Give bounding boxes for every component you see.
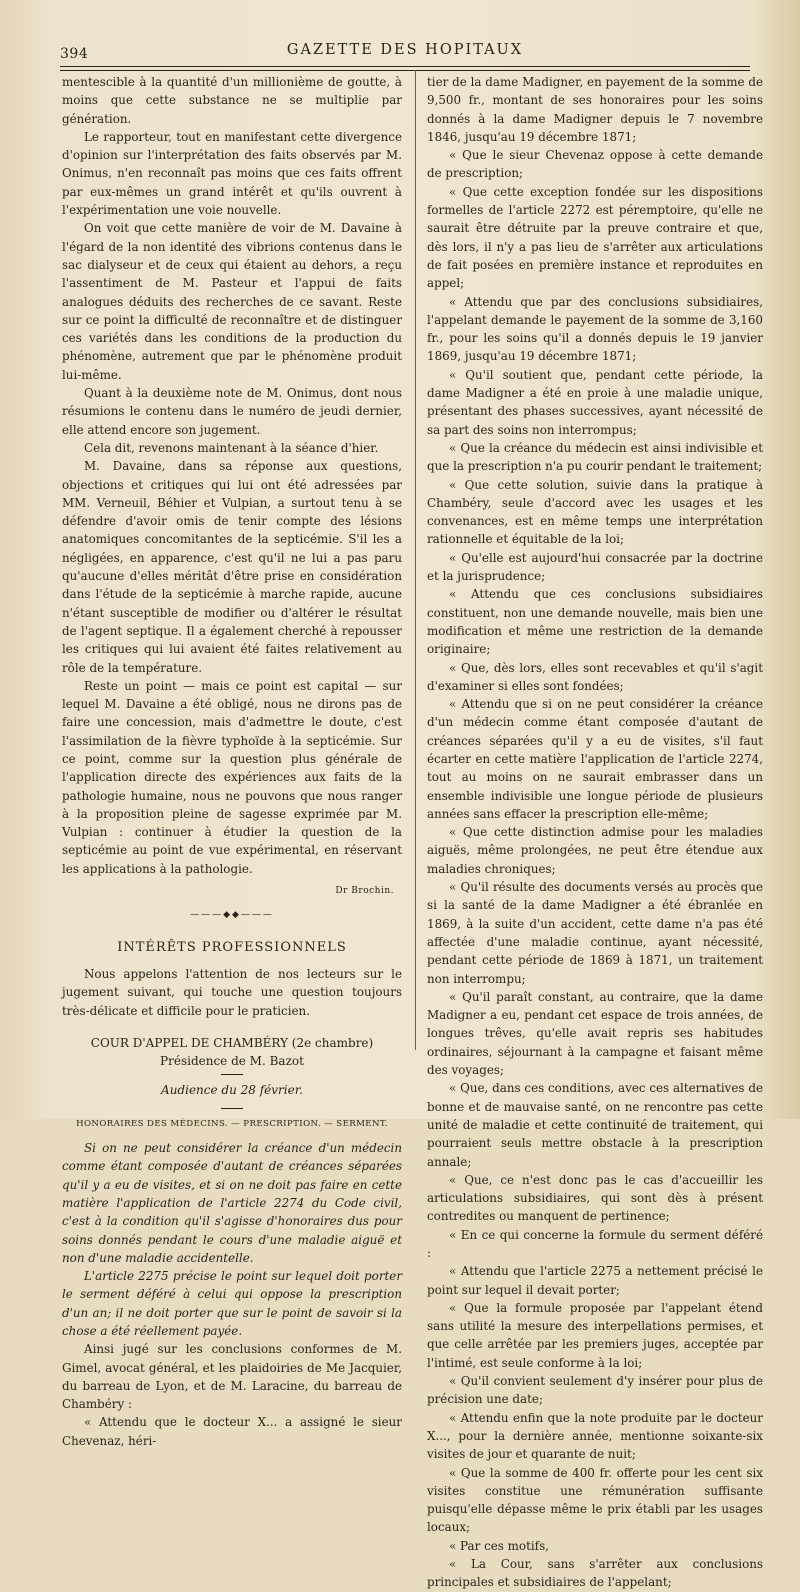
paragraph: « Que cette solution, suivie dans la pratique à Chambéry, seule d'accord avec les usages et les convenances, est en même temps une interprétation rationnelle et équitable de la loi; (427, 477, 763, 547)
paragraph: « Que la somme de 400 fr. offerte pour les cent six visites constitue une rémunération suffisante puisqu'elle dépasse même le prix établi par les usages locaux; (427, 1465, 763, 1535)
paragraph: « Qu'il convient seulement d'y insérer pour plus de précision une date; (427, 1374, 763, 1407)
paragraph: Reste un point — mais ce point est capital — sur lequel M. Davaine a été obligé, nous ne dirons pas de faire une concession, mais d'admettre le doute, c'est l'assimilation de la fièvre typhoïde à la septicémie. Sur ce point, comme sur la question plus générale de l'application directe des expériences aux faits de la pathologie humaine, nous ne pouvons que nous ranger à la proposition pleine de sagesse exprimée par M. Vulpian : continuer à étudier la question de la septicémie au point de vue expérimental, en réservant les applications à la pathologie. (62, 678, 402, 876)
paragraph: « Qu'il soutient que, pendant cette période, la dame Madigner a été en proie à une maladie unique, présentant des phases successives, ayant nécessité de sa part des soins non interrompus; (427, 367, 763, 437)
paragraph: « Attendu que si on ne peut considérer la créance d'un médecin comme étant composée d'autant de créances séparées qu'il y a eu de visites, s'il faut écarter en cette matière l'application de l'article 2274, tout au moins on ne saurait embrasser dans un ensemble indivisible une longue période de plusieurs années sans effacer la prescription elle-même; (427, 697, 763, 821)
paragraph: « La Cour, sans s'arrêter aux conclusions principales et subsidiaires de l'appelant; (427, 1557, 763, 1590)
page-header (60, 42, 750, 64)
paragraph: « Que, dans ces conditions, avec ces alternatives de bonne et de mauvaise santé, on ne rencontre pas cette unité de maladie et cette continuité de traitement, qui pourraient seuls mettre obstacle à la prescription annale; (427, 1081, 763, 1169)
case-keywords: HONORAIRES DES MÉDECINS. — PRESCRIPTION. — SERMENT. (76, 1118, 388, 1129)
paragraph: Cela dit, revenons maintenant à la séance d'hier. (84, 440, 379, 455)
case-summary: Si on ne peut considérer la créance d'un médecin comme étant composée d'autant de créances séparées qu'il y a eu de visites, et si on ne doit pas faire en cette matière l'application de l'article 2274 du Code civil, c'est à la condition qu'il s'agisse d'honoraires dus pour soins donnés pendant le cours d'une maladie aiguë et non d'une maladie accidentelle. (62, 1141, 402, 1265)
paragraph: « Attendu que le docteur X... a assigné le sieur Chevenaz, héri- (62, 1415, 402, 1448)
presidence-line: Présidence de M. Bazot (160, 1054, 304, 1069)
paragraph: M. Davaine, dans sa réponse aux questions, objections et critiques qui lui ont été adressées par MM. Verneuil, Béhier et Vulpian, a surtout tenu à se défendre d'avoir omis de tenir compte des lésions anatomiques concomitantes de la septicémie. S'il les a négligées, en apparence, c'est qu'il ne lui a pas paru qu'aucune d'elles méritât d'être prise en considération dans l'étude de la septicémie à marche rapide, aucune n'étant susceptible de modifier ou d'altérer le résultat de l'agent septique. Il a également cherché à repousser les critiques qui lui avaient été faites relativement au rôle de la température. (62, 459, 402, 675)
short-rule (221, 1108, 243, 1109)
paragraph: « Attendu que ces conclusions subsidiaires constituent, non une demande nouvelle, mais bien une modification et même une restriction de la demande originaire; (427, 587, 763, 657)
author-signature: Dr Brochin. (335, 886, 394, 897)
paragraph: On voit que cette manière de voir de M. Davaine à l'égard de la non identité des vibrions contenus dans le sac dialyseur et de ceux qui étaient au dehors, a reçu l'assentiment de M. Pasteur et l'appui de faits analogues déduits des recherches de ce savant. Reste sur ce point la difficulté de reconnaître et de distinguer ces variétés dans les conditions de la production du phénomène, autrement que par le phénomène produit lui-même. (62, 221, 402, 382)
paragraph: « Qu'il résulte des documents versés au procès que si la santé de la dame Madigner a été ébranlée en 1869, à la suite d'un accident, cette dame n'a pas été affectée d'une maladie continue, ayant nécessité, pendant cette période de 1869 à 1871, un traitement non interrompu; (427, 880, 763, 986)
right-column (427, 73, 763, 1592)
paragraph: Le rapporteur, tout en manifestant cette divergence d'opinion sur l'interprétation des faits observés par M. Onimus, n'en reconnaît pas moins que ces faits offrent par eux-mêmes un grand intérêt et qu'ils ouvrent à l'expérimentation une voie nouvelle. (62, 129, 402, 218)
paragraph: « Qu'elle est aujourd'hui consacrée par la doctrine et la jurisprudence; (427, 550, 763, 584)
paragraph: « Que cette distinction admise pour les maladies aiguës, même prolongées, ne peut être étendue aux maladies chroniques; (427, 825, 763, 876)
paragraph: « Que la formule proposée par l'appelant étend sans utilité la mesure des interpellations permises, et que celle arrêtée par les premiers juges, acceptée par l'intimé, est seule conforme à la loi; (427, 1300, 763, 1370)
paragraph: Quant à la deuxième note de M. Onimus, dont nous résumions le contenu dans le numéro de jeudi dernier, elle attend encore son jugement. (62, 386, 402, 437)
paragraph: « Qu'il paraît constant, au contraire, que la dame Madigner a eu, pendant cet espace de trois années, de longues trêves, qu'elle avait repris ses habitudes ordinaires, séjournant à la campagne et faisant même des voyages; (427, 989, 763, 1078)
paragraph: « Que, dès lors, elles sont recevables et qu'il s'agit d'examiner si elles sont fondées; (427, 660, 763, 693)
intro-paragraph: Nous appelons l'attention de nos lecteurs sur le jugement suivant, qui touche une question toujours très-délicate et difficile pour le praticien. (62, 966, 402, 1018)
paragraph: « Que cette exception fondée sur les dispositions formelles de l'article 2272 est péremptoire, qu'elle ne saurait être détruite par la preuve contraire et que, dès lors, il n'y a pas lieu de s'arrêter aux articulations de fait posées en première instance et reproduites en appel; (427, 184, 763, 291)
paragraph: « Attendu que par des conclusions subsidiaires, l'appelant demande le payement de la somme de 3,160 fr., pour les soins qu'il a donnés depuis le 19 janvier 1869, jusqu'au 19 décembre 1871; (427, 294, 763, 364)
paragraph: « Que, ce n'est donc pas le cas d'accueillir les articulations subsidiaires, qui sont dès à présent contredites ou manquent de pertinence; (427, 1172, 763, 1224)
paragraph: « Que la créance du médecin est ainsi indivisible et que la prescription n'a pu courir pendant le traitement; (427, 440, 763, 474)
paragraph: « Attendu enfin que la note produite par le docteur X..., pour la dernière année, mentionne soixante-six visites de jour et quarante de nuit; (427, 1410, 763, 1462)
paragraph: « Par ces motifs, (449, 1538, 549, 1553)
court-title: COUR D'APPEL DE CHAMBÉRY (2e chambre) (90, 1035, 374, 1050)
paragraph: « En ce qui concerne la formule du serment déféré : (427, 1227, 763, 1260)
running-title: GAZETTE DES HOPITAUX (286, 42, 524, 58)
page-number: 394 (60, 46, 89, 62)
section-ornament: ———◆◆——— (190, 910, 274, 921)
header-rule (60, 66, 750, 71)
paragraph: Ainsi jugé sur les conclusions conformes de M. Gimel, avocat général, et les plaidoiries de Me Jacquier, du barreau de Lyon, et de M. Laracine, du barreau de Chambéry : (62, 1342, 402, 1412)
paragraph: tier de la dame Madigner, en payement de la somme de 9,500 fr., montant de ses honoraires pour les soins donnés à la dame Madigner depuis le 7 novembre 1846, jusqu'au 19 décembre 1871; (427, 75, 763, 144)
paragraph: « Que le sieur Chevenaz oppose à cette demande de prescription; (427, 148, 763, 181)
audience-date: Audience du 28 février. (161, 1083, 303, 1098)
paragraph: « Attendu que l'article 2275 a nettement précisé le point sur lequel il devait porter; (427, 1264, 763, 1297)
case-summary: L'article 2275 précise le point sur lequel doit porter le serment déféré à celui qui oppose la prescription d'un an; il ne doit porter que sur le point de savoir si la chose a été réellement payée. (62, 1269, 402, 1338)
left-column (62, 73, 402, 1450)
paragraph: mentescible à la quantité d'un millionième de goutte, à moins que cette substance ne se multiplie par génération. (62, 75, 402, 126)
section-title: INTÉRÊTS PROFESSIONNELS (117, 939, 347, 955)
short-rule (221, 1074, 243, 1075)
column-divider (415, 70, 416, 1050)
